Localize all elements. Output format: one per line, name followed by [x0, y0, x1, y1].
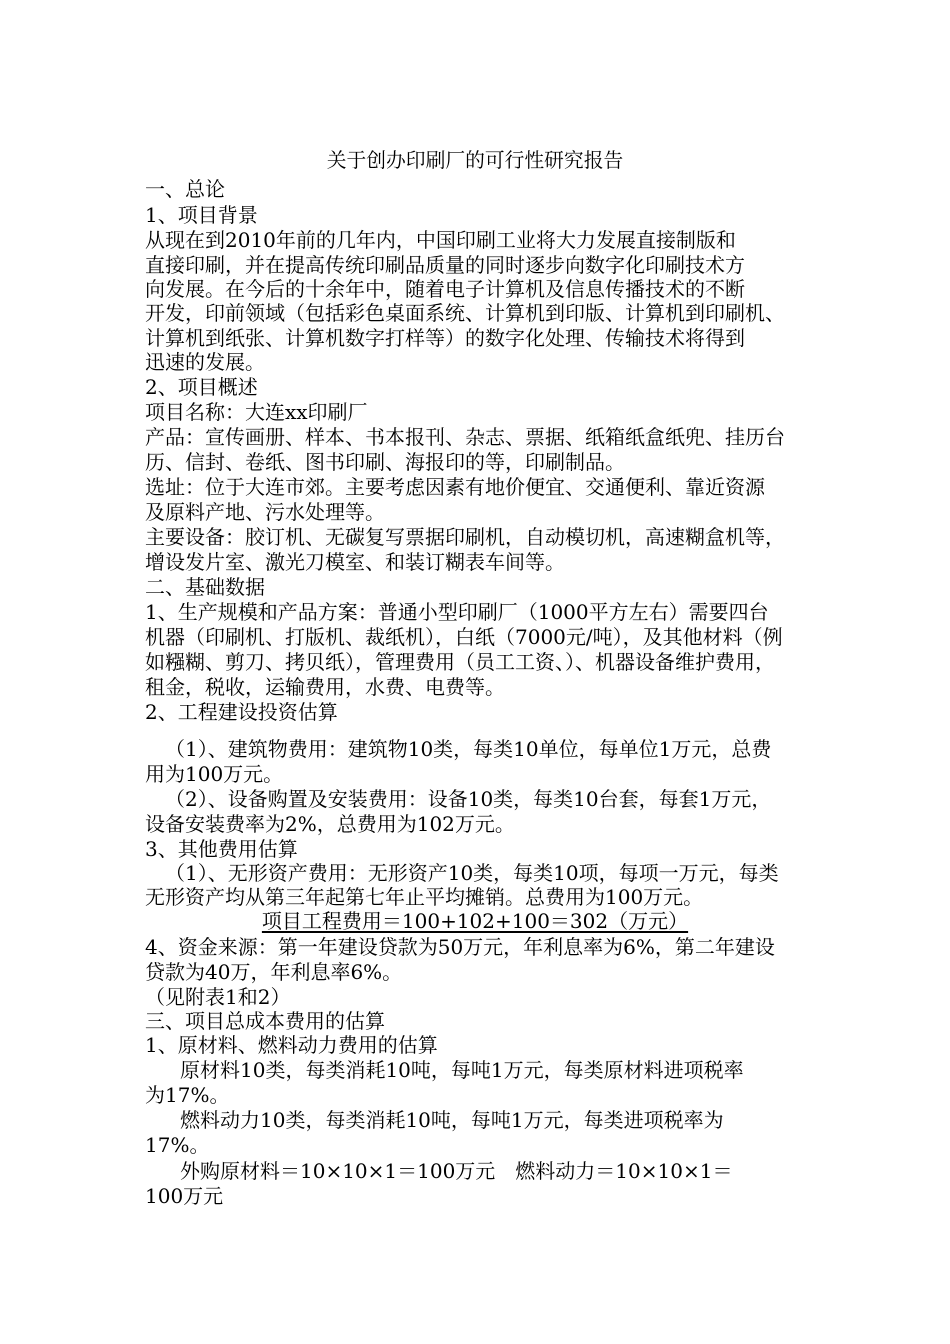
subsection-heading: 3、其他费用估算 [145, 837, 298, 861]
subsection-heading: 2、工程建设投资估算 [145, 700, 338, 724]
paragraph-line: 从现在到2010年前的几年内，中国印刷工业将大力发展直接制版和 [145, 228, 736, 252]
paragraph-line: 主要设备：胶订机、无碳复写票据印刷机，自动模切机，高速糊盒机等， [145, 525, 785, 549]
paragraph-line: （2）、设备购置及安装费用：设备10类，每类10台套，每套1万元， [165, 787, 772, 811]
paragraph-line: 机器（印刷机、打版机、裁纸机），白纸（7000元/吨），及其他材料（例 [145, 625, 783, 649]
paragraph-line: 原材料10类，每类消耗10吨，每吨1万元，每类原材料进项税率 [180, 1058, 744, 1082]
paragraph-line: 迅速的发展。 [145, 350, 265, 374]
paragraph-line: 外购原材料＝10×10×1＝100万元 燃料动力＝10×10×1＝ [180, 1159, 733, 1183]
paragraph-line: 如糨糊、剪刀、拷贝纸），管理费用（员工工资、）、机器设备维护费用， [145, 650, 775, 674]
paragraph-line: 租金，税收，运输费用，水费、电费等。 [145, 675, 505, 699]
paragraph-line: 贷款为40万，年利息率6%。 [145, 960, 403, 984]
document-title: 关于创办印刷厂的可行性研究报告 [326, 149, 624, 172]
paragraph-line: （1）、建筑物费用：建筑物10类，每类10单位，每单位1万元，总费 [165, 737, 772, 761]
paragraph-line: 1、生产规模和产品方案：普通小型印刷厂（1000平方左右）需要四台 [145, 600, 769, 624]
paragraph-line: 直接印刷，并在提高传统印刷品质量的同时逐步向数字化印刷技术方 [145, 253, 745, 277]
paragraph-line: 向发展。在今后的十余年中，随着电子计算机及信息传播技术的不断 [145, 277, 745, 301]
paragraph-line: （1）、无形资产费用：无形资产10类，每类10项，每项一万元，每类 [165, 861, 779, 885]
paragraph-line: 为17%。 [145, 1083, 230, 1107]
paragraph-line: 计算机到纸张、计算机数字打样等）的数字化处理、传输技术将得到 [145, 326, 745, 350]
paragraph-line: 选址：位于大连市郊。主要考虑因素有地价便宜、交通便利、靠近资源 [145, 475, 765, 499]
paragraph-line: 无形资产均从第三年起第七年止平均摊销。总费用为100万元。 [145, 885, 704, 909]
paragraph-line: 用为100万元。 [145, 762, 284, 786]
paragraph-line: 增设发片室、激光刀模室、和装订糊表车间等。 [145, 550, 565, 574]
section-heading: 三、项目总成本费用的估算 [145, 1009, 385, 1033]
paragraph-line: 100万元 [145, 1184, 224, 1208]
subsection-heading: 2、项目概述 [145, 375, 258, 399]
paragraph-line: （见附表1和2） [145, 985, 291, 1009]
paragraph-line: 开发，印前领域（包括彩色桌面系统、计算机到印版、计算机到印刷机、 [145, 301, 785, 325]
section-heading: 二、基础数据 [145, 575, 265, 599]
cost-formula [145, 908, 805, 934]
paragraph-line: 及原料产地、污水处理等。 [145, 500, 385, 524]
paragraph-line: 设备安装费率为2%，总费用为102万元。 [145, 812, 515, 836]
paragraph-line: 项目名称：大连xx印刷厂 [145, 400, 368, 424]
paragraph-line: 4、资金来源：第一年建设贷款为50万元，年利息率为6%，第二年建设 [145, 935, 775, 959]
cost-formula-text: 项目工程费用＝100+102+100＝302（万元） [261, 909, 689, 933]
section-heading: 一、总论 [145, 177, 225, 201]
paragraph-line: 历、信封、卷纸、图书印刷、海报印的等，印刷制品。 [145, 450, 625, 474]
paragraph-line: 燃料动力10类，每类消耗10吨，每吨1万元，每类进项税率为 [180, 1108, 724, 1132]
paragraph-line: 产品：宣传画册、样本、书本报刊、杂志、票据、纸箱纸盒纸兜、挂历台 [145, 425, 785, 449]
paragraph-line: 17%。 [145, 1133, 210, 1157]
subsection-heading: 1、原材料、燃料动力费用的估算 [145, 1033, 438, 1057]
subsection-heading: 1、项目背景 [145, 203, 258, 227]
